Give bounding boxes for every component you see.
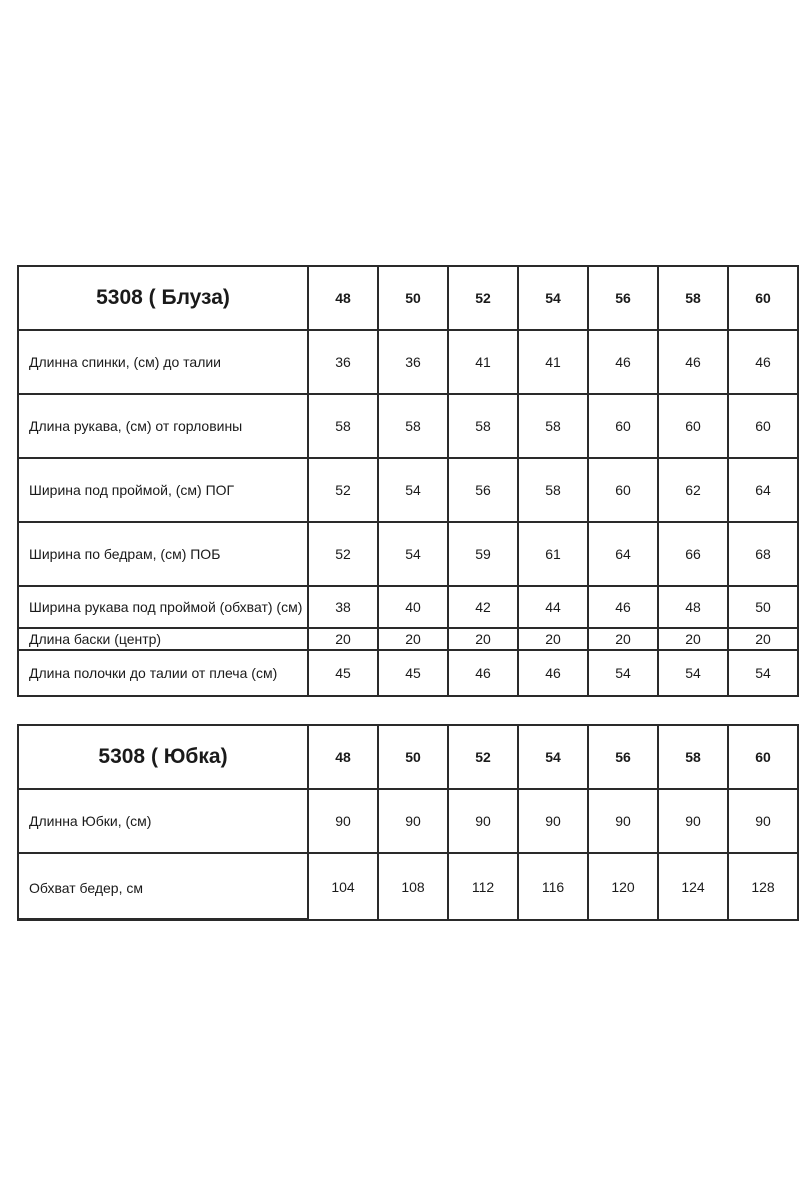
table-row xyxy=(18,650,798,696)
table-cell: 58 xyxy=(518,394,588,458)
table-cell: 61 xyxy=(518,522,588,586)
table-cell: 60 xyxy=(588,458,658,522)
table-cell: 52 xyxy=(308,458,378,522)
table-cell: 20 xyxy=(728,628,798,650)
size-header: 54 xyxy=(518,725,588,789)
row-label: Ширина рукава под проймой (обхват) (см) xyxy=(18,586,308,628)
skirt-header-row xyxy=(18,725,798,789)
table-row xyxy=(18,330,798,394)
row-label-text: Обхват бедер, см xyxy=(29,880,143,896)
table-cell: 54 xyxy=(378,522,448,586)
table-cell: 90 xyxy=(658,789,728,853)
table-cell: 128 xyxy=(728,853,798,920)
table-cell: 52 xyxy=(308,522,378,586)
table-cell: 66 xyxy=(658,522,728,586)
table-cell: 58 xyxy=(308,394,378,458)
table-row xyxy=(18,586,798,628)
table-cell: 20 xyxy=(378,628,448,650)
table-cell: 50 xyxy=(728,586,798,628)
table-cell: 36 xyxy=(308,330,378,394)
size-header: 58 xyxy=(658,266,728,330)
table-cell: 54 xyxy=(658,650,728,696)
table-cell: 120 xyxy=(588,853,658,920)
row-label xyxy=(18,853,308,920)
size-header: 48 xyxy=(308,266,378,330)
size-header: 52 xyxy=(448,266,518,330)
row-label: Ширина по бедрам, (см) ПОБ xyxy=(18,522,308,586)
row-label: Длинна Юбки, (см) xyxy=(18,789,308,853)
table-cell: 36 xyxy=(378,330,448,394)
table-cell: 20 xyxy=(308,628,378,650)
table-cell: 54 xyxy=(588,650,658,696)
table-cell: 68 xyxy=(728,522,798,586)
table-cell: 20 xyxy=(448,628,518,650)
table-cell: 56 xyxy=(448,458,518,522)
table-cell: 46 xyxy=(728,330,798,394)
row-label: Длина рукава, (см) от горловины xyxy=(18,394,308,458)
table-cell: 116 xyxy=(518,853,588,920)
table-cell: 90 xyxy=(308,789,378,853)
table-cell: 46 xyxy=(448,650,518,696)
table-cell: 90 xyxy=(378,789,448,853)
table-cell: 54 xyxy=(378,458,448,522)
table-cell: 38 xyxy=(308,586,378,628)
table-cell: 60 xyxy=(658,394,728,458)
size-header: 56 xyxy=(588,725,658,789)
table-cell: 58 xyxy=(518,458,588,522)
table-cell: 59 xyxy=(448,522,518,586)
row-label: Длинна спинки, (см) до талии xyxy=(18,330,308,394)
table-row xyxy=(18,394,798,458)
size-header: 48 xyxy=(308,725,378,789)
table-cell: 108 xyxy=(378,853,448,920)
size-header: 56 xyxy=(588,266,658,330)
size-header: 60 xyxy=(728,725,798,789)
table-cell: 20 xyxy=(518,628,588,650)
table-cell: 44 xyxy=(518,586,588,628)
size-header: 50 xyxy=(378,725,448,789)
table-cell: 45 xyxy=(308,650,378,696)
table-cell: 48 xyxy=(658,586,728,628)
skirt-title: 5308 ( Юбка) xyxy=(18,725,308,789)
table-cell: 46 xyxy=(588,330,658,394)
table-cell: 42 xyxy=(448,586,518,628)
table-cell: 46 xyxy=(588,586,658,628)
size-header: 54 xyxy=(518,266,588,330)
size-header: 50 xyxy=(378,266,448,330)
blouse-header-row xyxy=(18,266,798,330)
size-header: 52 xyxy=(448,725,518,789)
table-cell: 90 xyxy=(728,789,798,853)
table-cell: 60 xyxy=(588,394,658,458)
table-row xyxy=(18,458,798,522)
table-row xyxy=(18,853,798,920)
blouse-title: 5308 ( Блуза) xyxy=(18,266,308,330)
table-cell: 62 xyxy=(658,458,728,522)
table-cell: 45 xyxy=(378,650,448,696)
size-header: 60 xyxy=(728,266,798,330)
table-cell: 64 xyxy=(728,458,798,522)
table-cell: 41 xyxy=(448,330,518,394)
table-cell: 41 xyxy=(518,330,588,394)
table-cell: 90 xyxy=(518,789,588,853)
skirt-size-table xyxy=(17,724,799,921)
table-row xyxy=(18,789,798,853)
table-cell: 58 xyxy=(378,394,448,458)
table-cell: 40 xyxy=(378,586,448,628)
table-row xyxy=(18,628,798,650)
row-label: Ширина под проймой, (см) ПОГ xyxy=(18,458,308,522)
row-label: Длина полочки до талии от плеча (см) xyxy=(18,650,308,696)
table-cell: 90 xyxy=(588,789,658,853)
table-cell: 20 xyxy=(588,628,658,650)
divider xyxy=(19,918,307,919)
table-cell: 60 xyxy=(728,394,798,458)
size-header: 58 xyxy=(658,725,728,789)
table-cell: 46 xyxy=(518,650,588,696)
table-cell: 64 xyxy=(588,522,658,586)
table-cell: 20 xyxy=(658,628,728,650)
table-cell: 90 xyxy=(448,789,518,853)
table-cell: 46 xyxy=(658,330,728,394)
table-row xyxy=(18,522,798,586)
table-cell: 104 xyxy=(308,853,378,920)
table-cell: 58 xyxy=(448,394,518,458)
table-cell: 124 xyxy=(658,853,728,920)
row-label: Длина баски (центр) xyxy=(18,628,308,650)
table-cell: 112 xyxy=(448,853,518,920)
blouse-size-table xyxy=(17,265,799,697)
table-cell: 54 xyxy=(728,650,798,696)
